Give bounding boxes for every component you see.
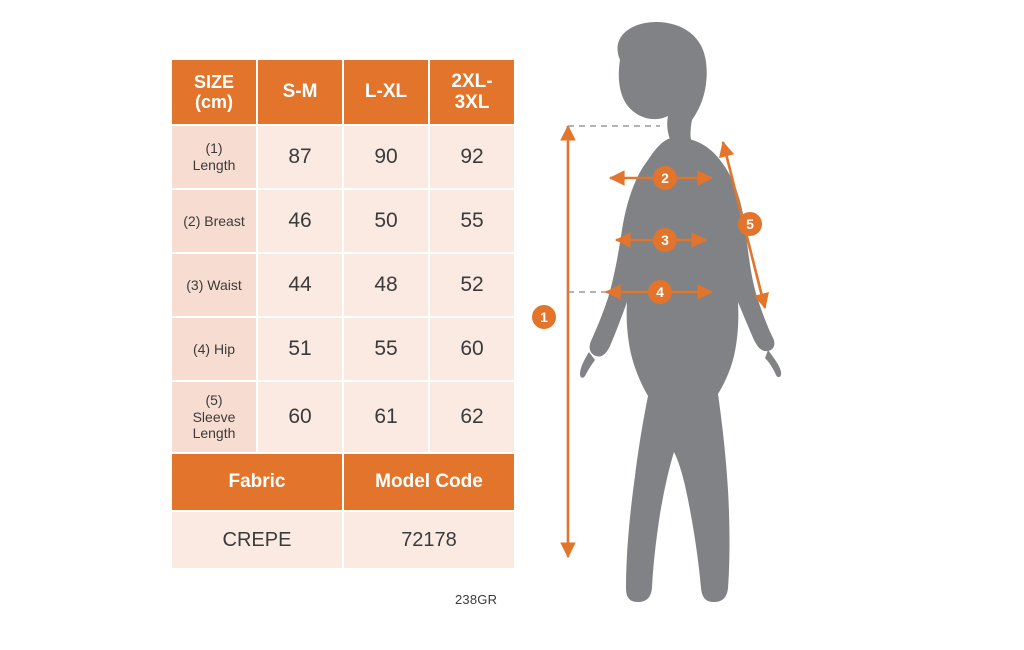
header-fabric: Fabric	[171, 453, 343, 511]
badge-sleeve-length: 5	[738, 212, 762, 236]
badge-length: 1	[532, 305, 556, 329]
cell-length-sm: 87	[257, 125, 343, 189]
row-label-hip	[171, 317, 257, 381]
figure-svg	[540, 20, 1010, 620]
row-label-line1: (3) Waist	[186, 276, 242, 293]
row-label-line2: Length	[192, 157, 236, 173]
cell-length-2xl: 92	[429, 125, 515, 189]
row-label-line1: (1)	[205, 140, 223, 157]
badge-waist: 3	[653, 228, 677, 252]
row-label-line1: (2) Breast	[183, 212, 245, 229]
badge-breast: 2	[653, 166, 677, 190]
row-label-line2: Sleeve Length	[192, 408, 236, 442]
row-label-waist	[171, 253, 257, 317]
cell-breast-2xl: 55	[429, 189, 515, 253]
cell-length-lxl: 90	[343, 125, 429, 189]
header-2xl-3xl	[429, 59, 515, 125]
cell-model-code-value: 72178	[343, 511, 515, 569]
row-label-line1: (5)	[205, 392, 223, 409]
cell-waist-sm: 44	[257, 253, 343, 317]
table-footer-header-row	[171, 453, 515, 511]
size-chart-table	[170, 58, 516, 570]
row-label-length	[171, 125, 257, 189]
row-label-line1: (4) Hip	[192, 340, 235, 357]
header-size-line2: (cm)	[194, 92, 233, 112]
row-label-breast	[171, 189, 257, 253]
header-l-xl: L-XL	[343, 59, 429, 125]
cell-sleeve-lxl: 61	[343, 381, 429, 453]
cell-fabric-value: CREPE	[171, 511, 343, 569]
cell-breast-lxl: 50	[343, 189, 429, 253]
model-figure-diagram	[540, 20, 1010, 620]
cell-breast-sm: 46	[257, 189, 343, 253]
female-silhouette	[580, 22, 781, 602]
table-row	[171, 317, 515, 381]
table-footer-value-row	[171, 511, 515, 569]
cell-waist-lxl: 48	[343, 253, 429, 317]
cell-hip-sm: 51	[257, 317, 343, 381]
header-size	[171, 59, 257, 125]
cell-sleeve-sm: 60	[257, 381, 343, 453]
header-model-code: Model Code	[343, 453, 515, 511]
row-label-sleeve-length	[171, 381, 257, 453]
product-code-note: 238GR	[455, 592, 498, 607]
cell-hip-lxl: 55	[343, 317, 429, 381]
cell-waist-2xl: 52	[429, 253, 515, 317]
header-size-line1: SIZE	[193, 71, 234, 92]
table-row	[171, 381, 515, 453]
table-header-row	[171, 59, 515, 125]
table-row	[171, 125, 515, 189]
cell-sleeve-2xl: 62	[429, 381, 515, 453]
header-s-m: S-M	[257, 59, 343, 125]
header-2xl-line1: 2XL-	[451, 70, 493, 92]
header-2xl-line2: 3XL	[454, 92, 490, 113]
badge-hip: 4	[648, 280, 672, 304]
cell-hip-2xl: 60	[429, 317, 515, 381]
table-row	[171, 189, 515, 253]
table-row	[171, 253, 515, 317]
